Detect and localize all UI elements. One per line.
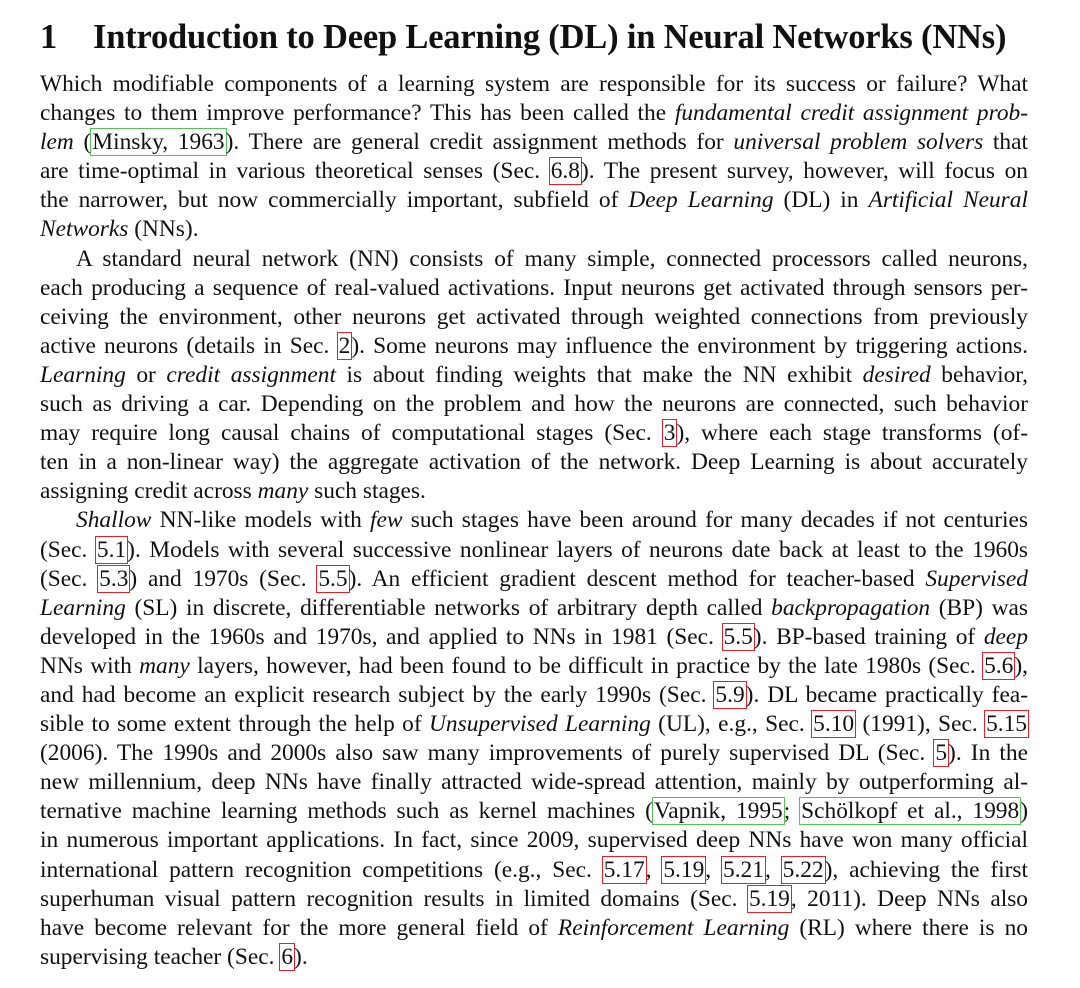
text-line: [40, 739, 1028, 768]
text-run: ). In the: [948, 740, 1028, 767]
text-run: sible to some extent through the help of: [40, 711, 430, 738]
paragraph-3: [40, 506, 1028, 972]
text-run: developed in the 1960s and 1970s, and applied to NNs in 1981 (Sec.: [40, 623, 723, 650]
text-line: [40, 536, 1028, 565]
emphasis: Unsupervised Learning: [429, 711, 651, 738]
text-run: such stages have been around for many decades if not centuries: [402, 507, 1028, 534]
text-line: [40, 623, 1028, 652]
text-run: such stages.: [308, 478, 426, 505]
text-run: ). Some neurons may influence the environment by triggering actions.: [351, 332, 1028, 359]
section-ref-link[interactable]: 6: [281, 943, 294, 970]
text-line: [40, 245, 1028, 274]
text-line: [40, 477, 1028, 506]
text-run: ). An efficient gradient descent method for teacher-based: [348, 565, 926, 592]
text-run: ten in a non-linear way) the aggregate activation of the network. Deep Learning is about accurately: [40, 449, 1028, 476]
text-run: (Sec.: [40, 536, 96, 563]
text-line: [40, 797, 1028, 826]
emphasis: Learning: [40, 361, 126, 388]
text-run: in numerous important applications. In fact, since 2009, supervised deep NNs have won many official: [40, 827, 1028, 854]
emphasis: Learning: [40, 594, 126, 621]
section-title: Introduction to Deep Learning (DL) in Neural Networks (NNs): [93, 18, 1007, 56]
text-line: [40, 215, 1028, 244]
text-run: ),: [1014, 652, 1029, 679]
citation-link[interactable]: Minsky, 1963: [92, 129, 225, 156]
text-run: active neurons (details in Sec.: [40, 332, 338, 359]
section-ref-link[interactable]: 5.15: [986, 711, 1027, 738]
text-line: [40, 303, 1028, 332]
section-ref-link[interactable]: 5.19: [663, 856, 705, 883]
emphasis: few: [370, 507, 403, 534]
text-run: NNs with: [40, 652, 140, 679]
text-run: the narrower, but now commercially important, subfield of: [40, 187, 629, 214]
text-run: ). The present survey, however, will focus on: [580, 158, 1028, 185]
text-line: [40, 419, 1028, 448]
text-run: have become relevant for the more general field of: [40, 914, 558, 941]
text-run: NN-like models with: [151, 507, 371, 534]
emphasis: Networks: [40, 216, 129, 243]
text-line: [40, 885, 1028, 914]
text-run: (2006). The 1990s and 2000s also saw many improvements of purely supervised DL (Sec.: [40, 740, 935, 767]
text-line: [40, 70, 1028, 99]
paragraph-1: [40, 70, 1028, 245]
text-run: superhuman visual pattern recognition results in limited domains (Sec.: [40, 885, 748, 912]
section-ref-link[interactable]: 5.10: [813, 711, 855, 738]
text-run: (Sec.: [40, 565, 99, 592]
section-heading: [40, 14, 1028, 60]
text-line: [40, 332, 1028, 361]
text-line: [40, 943, 1028, 972]
section-ref-link[interactable]: 5.3: [99, 565, 129, 592]
section-ref-link[interactable]: 3: [663, 420, 676, 447]
emphasis: Artificial Neural: [868, 187, 1028, 214]
section-ref-link[interactable]: 5.9: [715, 681, 745, 708]
text-run: (NNs).: [128, 216, 199, 243]
emphasis: desired: [862, 361, 931, 388]
citation-link[interactable]: Vapnik, 1995: [653, 798, 783, 825]
text-line: [40, 594, 1028, 623]
emphasis: Reinforcement Learning: [557, 914, 790, 941]
text-run: that: [983, 129, 1028, 156]
text-run: ,: [764, 856, 782, 883]
text-line: [40, 186, 1028, 215]
text-line: [40, 361, 1028, 390]
text-run: (: [73, 129, 92, 156]
text-run: such as driving a car. Depending on the problem and how the neurons are connected, such behavior: [40, 391, 1028, 418]
text-run: , 2011). Deep NNs also: [790, 885, 1028, 912]
emphasis: many: [257, 478, 309, 505]
section-ref-link[interactable]: 5.17: [603, 856, 645, 883]
text-line: [40, 448, 1028, 477]
text-run: (RL) where there is no: [789, 914, 1028, 941]
text-line: [40, 274, 1028, 303]
section-ref-link[interactable]: 6.8: [550, 158, 580, 185]
paragraph-2: [40, 245, 1028, 507]
text-run: (DL) in: [773, 187, 869, 214]
text-run: may require long causal chains of computational stages (Sec.: [40, 420, 663, 447]
section-ref-link[interactable]: 5.6: [984, 652, 1014, 679]
text-run: ,: [645, 856, 663, 883]
section-number: 1: [40, 18, 58, 56]
section-ref-link[interactable]: 5.5: [318, 565, 348, 592]
text-line: [40, 99, 1028, 128]
text-run: or: [125, 361, 167, 388]
text-line: [40, 565, 1028, 594]
emphasis: Deep Learning: [628, 187, 774, 214]
emphasis: Supervised: [925, 565, 1028, 592]
text-run: Which modifiable components of a learning system are responsible for its success or failure? What: [40, 71, 1028, 97]
emphasis: lem: [40, 129, 74, 156]
text-run: ) and 1970s (Sec.: [129, 565, 318, 592]
text-line: [40, 652, 1028, 681]
text-run: ), achieving the first: [824, 856, 1029, 883]
emphasis: universal problem solvers: [733, 129, 984, 156]
text-line: [40, 128, 1028, 157]
section-ref-link[interactable]: 2: [338, 332, 351, 359]
section-ref-link[interactable]: 5.21: [723, 856, 764, 883]
emphasis: credit assignment: [166, 361, 336, 388]
citation-link[interactable]: Schölkopf et al., 1998: [801, 798, 1020, 825]
section-ref-link[interactable]: 5.5: [723, 623, 753, 650]
text-run: ), where each stage transforms (of-: [676, 420, 1028, 447]
text-run: changes to them improve performance? This has been called the: [40, 100, 675, 127]
text-line: [40, 856, 1028, 885]
text-line: [40, 914, 1028, 943]
text-run: (1991), Sec.: [855, 711, 986, 738]
text-run: ). DL became practically fea-: [745, 681, 1028, 708]
section-ref-link[interactable]: 5.1: [96, 536, 127, 563]
text-run: ).: [294, 943, 308, 970]
text-run: supervising teacher (Sec.: [40, 943, 281, 970]
text-line: [40, 768, 1028, 797]
emphasis: deep: [983, 623, 1028, 650]
text-run: international pattern recognition competitions (e.g., Sec.: [40, 856, 603, 883]
text-run: layers, however, had been found to be difficult in practice by the late 1980s (Sec.: [189, 652, 984, 679]
text-run: ;: [783, 798, 801, 825]
emphasis: fundamental credit assignment prob-: [674, 100, 1028, 127]
text-line: [40, 506, 1028, 535]
section-ref-link[interactable]: 5: [935, 740, 948, 767]
text-run: (UL), e.g., Sec.: [650, 711, 813, 738]
text-run: ). BP-based training of: [753, 623, 984, 650]
text-run: (SL) in discrete, differentiable networks of arbitrary depth called: [125, 594, 772, 621]
text-line: [40, 710, 1028, 739]
text-run: ceiving the environment, other neurons get activated through weighted connections from previously: [40, 303, 1028, 330]
text-run: each producing a sequence of real-valued activations. Input neurons get activated through sensors per-: [40, 274, 1028, 301]
section-ref-link[interactable]: 5.19: [748, 885, 790, 912]
text-run: ). Models with several successive nonlinear layers of neurons date back at least to the 1960s: [127, 536, 1029, 563]
text-line: [40, 681, 1028, 710]
text-line: [40, 826, 1028, 855]
text-run: behavior,: [930, 361, 1028, 388]
emphasis: many: [139, 652, 190, 679]
text-run: A standard neural network (NN) consists of many simple, connected processors called neurons,: [76, 245, 1028, 272]
text-run: new millennium, deep NNs have finally attracted wide-spread attention, mainly by outperforming al-: [40, 769, 1028, 796]
text-run: and had become an explicit research subject by the early 1990s (Sec.: [40, 681, 715, 708]
text-run: assigning credit across: [40, 478, 258, 505]
emphasis: backpropagation: [771, 594, 931, 621]
emphasis: Shallow: [76, 507, 152, 534]
section-ref-link[interactable]: 5.22: [782, 856, 824, 883]
text-run: ). There are general credit assignment methods for: [225, 129, 734, 156]
text-run: ,: [705, 856, 723, 883]
text-run: are time-optimal in various theoretical senses (Sec.: [40, 158, 550, 185]
text-run: ternative machine learning methods such as kernel machines (: [40, 798, 653, 825]
text-run: (BP) was: [930, 594, 1028, 621]
text-run: ): [1020, 798, 1028, 825]
text-line: [40, 390, 1028, 419]
text-line: [40, 157, 1028, 186]
text-run: is about finding weights that make the NN exhibit: [335, 361, 863, 388]
